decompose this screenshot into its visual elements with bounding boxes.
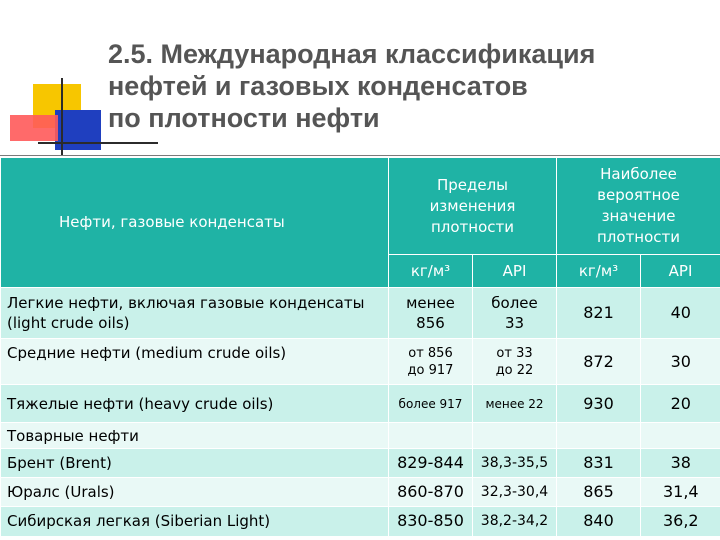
decor-vertical-line — [61, 78, 63, 156]
row-name: Тяжелые нефти (heavy crude oils) — [1, 385, 389, 423]
cell-probable-kg: 831 — [557, 449, 641, 478]
header-density-range: Пределы изменения плотности — [389, 158, 557, 255]
cell-range-kg: 860-870 — [389, 478, 473, 507]
table-row — [1, 449, 720, 478]
cell-range-kg: 829-844 — [389, 449, 473, 478]
cell-range-api: менее 22 — [473, 385, 557, 423]
cell-probable-api: 36,2 — [641, 507, 720, 536]
cell-probable-api: 38 — [641, 449, 720, 478]
table-row — [1, 478, 720, 507]
cell-probable-kg: 865 — [557, 478, 641, 507]
table-row — [1, 423, 720, 449]
table-row — [1, 339, 720, 385]
cell-probable-kg — [557, 423, 641, 449]
row-name: Юралс (Urals) — [1, 478, 389, 507]
header-probable-density: Наиболее вероятное значение плотности — [557, 158, 720, 255]
density-classification-table — [0, 157, 720, 536]
slide-title-line-1: 2.5. Международная классификация — [108, 39, 596, 69]
header-oils: Нефти, газовые конденсаты — [1, 158, 389, 288]
cell-range-kg: менее 856 — [389, 288, 473, 339]
decor-red-rectangle — [10, 115, 58, 141]
slide-title-line-3: по плотности нефти — [108, 103, 380, 133]
cell-range-kg — [389, 423, 473, 449]
cell-range-api: 32,3-30,4 — [473, 478, 557, 507]
slide-title — [108, 38, 708, 134]
decor-horizontal-line — [38, 142, 158, 144]
cell-probable-kg: 930 — [557, 385, 641, 423]
cell-probable-kg: 821 — [557, 288, 641, 339]
row-name: Средние нефти (medium crude oils) — [1, 339, 389, 385]
cell-range-api: от 33 до 22 — [473, 339, 557, 385]
cell-range-api: более 33 — [473, 288, 557, 339]
row-name: Сибирская легкая (Siberian Light) — [1, 507, 389, 536]
cell-probable-api: 30 — [641, 339, 720, 385]
row-name: Легкие нефти, включая газовые конденсаты (light crude oils) — [1, 288, 389, 339]
cell-probable-api — [641, 423, 720, 449]
table-row — [1, 385, 720, 423]
row-name: Брент (Brent) — [1, 449, 389, 478]
title-divider — [0, 155, 720, 156]
cell-probable-api: 40 — [641, 288, 720, 339]
row-name: Товарные нефти — [1, 423, 389, 449]
cell-range-api — [473, 423, 557, 449]
cell-range-api: 38,3-35,5 — [473, 449, 557, 478]
cell-probable-api: 31,4 — [641, 478, 720, 507]
cell-probable-kg: 840 — [557, 507, 641, 536]
header-unit-api-probable: API — [641, 255, 720, 288]
header-unit-kg-probable: кг/м³ — [557, 255, 641, 288]
table-row — [1, 288, 720, 339]
cell-range-kg: 830-850 — [389, 507, 473, 536]
header-unit-api-range: API — [473, 255, 557, 288]
header-unit-kg-range: кг/м³ — [389, 255, 473, 288]
cell-range-kg: более 917 — [389, 385, 473, 423]
cell-range-kg: от 856 до 917 — [389, 339, 473, 385]
table-row — [1, 507, 720, 536]
cell-probable-api: 20 — [641, 385, 720, 423]
slide-title-line-2: нефтей и газовых конденсатов — [108, 71, 528, 101]
cell-range-api: 38,2-34,2 — [473, 507, 557, 536]
cell-probable-kg: 872 — [557, 339, 641, 385]
